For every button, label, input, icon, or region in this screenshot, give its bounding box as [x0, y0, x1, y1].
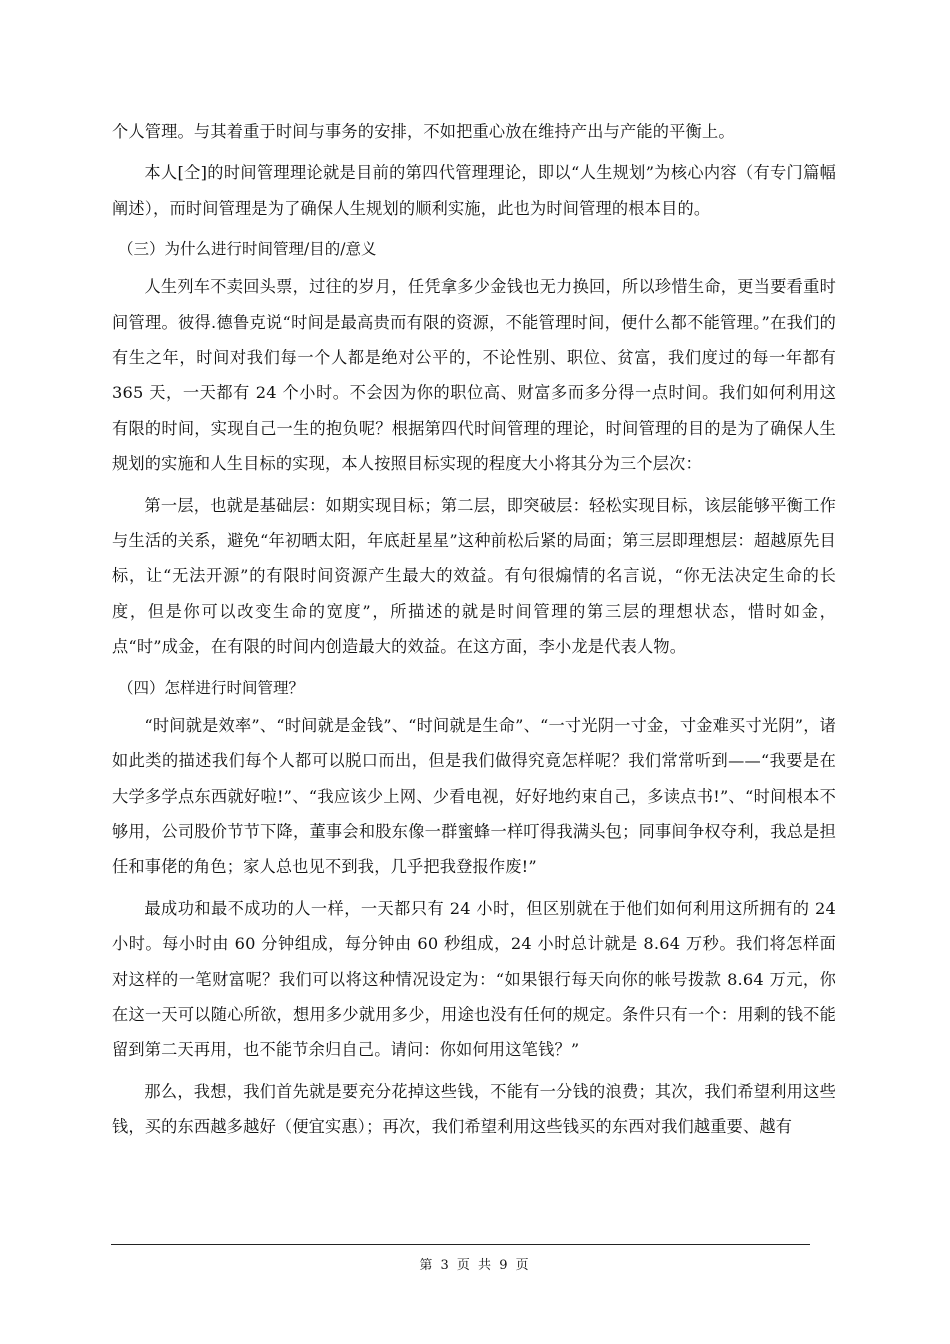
paragraph-continuation: 个人管理。与其着重于时间与事务的安排，不如把重心放在维持产出与产能的平衡上。: [112, 122, 735, 141]
page-body: [112, 114, 836, 1151]
paragraph-24-hours: 最成功和最不成功的人一样，一天都只有 24 小时，但区别就在于他们如何利用这所拥有的 24 小时。每小时由 60 分钟组成，每分钟由 60 秒组成，24 小时总计就是 8.64 万秒。我们将怎样面对这样的一笔财富呢？我们可以将这种情况设定为：“如果银行每天向你的帐号拨款 8.64 万元，你在这一天可以随心所欲，想用多少就用多少，用途也没有任何的规定。条件只有一个：用剩的钱不能留到第二天再用，也不能节余归自己。请问：你如何用这笔钱？”: [112, 898, 836, 1060]
paragraph-spending: 那么，我想，我们首先就是要充分花掉这些钱，不能有一分钱的浪费；其次，我们希望利用这些钱，买的东西越多越好（便宜实惠）；再次，我们希望利用这些钱买的东西对我们越重要、越有: [112, 1081, 836, 1137]
section-heading-4: （四）怎样进行时间管理？: [118, 678, 305, 697]
paragraph-purpose: 人生列车不卖回头票，过往的岁月，任凭拿多少金钱也无力换回，所以珍惜生命，更当要看重时间管理。彼得.德鲁克说“时间是最高贵而有限的资源，不能管理时间，便什么都不能管理。”在我们的有生之年，时间对我们每一个人都是绝对公平的，不论性别、职位、贫富，我们度过的每一年都有 365 天，一天都有 24 个小时。不会因为你的职位高、财富多而多分得一点时间。我们如何利用这有限的时间，实现自己一生的抱负呢？根据第四代时间管理的理论，时间管理的目的是为了确保人生规划的实施和人生目标的实现，本人按照目标实现的程度大小将其分为三个层次：: [112, 277, 836, 474]
section-heading-3: （三）为什么进行时间管理/目的/意义: [118, 240, 377, 259]
paragraph-theory: 本人[仝]的时间管理理论就是目前的第四代管理理论，即以“人生规划”为核心内容（有专门篇幅阐述），而时间管理是为了确保人生规划的顺利实施，此也为时间管理的根本目的。: [112, 163, 836, 218]
paragraph-quotes: “时间就是效率”、“时间就是金钱”、“时间就是生命”、“一寸光阴一寸金，寸金难买寸光阴”，诸如此类的描述我们每个人都可以脱口而出，但是我们做得究竟怎样呢？我们常常听到——“我要是在大学多学点东西就好啦!”、“我应该少上网、少看电视，好好地约束自己，多读点书!”、“时间根本不够用，公司股价节节下降，董事会和股东像一群蜜蜂一样叮得我满头包；同事间争权夺利，我总是担任和事佬的角色；家人总也见不到我，几乎把我登报作废!”: [112, 715, 836, 877]
paragraph-levels: 第一层，也就是基础层：如期实现目标；第二层，即突破层：轻松实现目标，该层能够平衡工作与生活的关系，避免“年初晒太阳，年底赶星星”这种前松后紧的局面；第三层即理想层：超越原先目标，让“无法开源”的有限时间资源产生最大的效益。有句很煽情的名言说，“你无法决定生命的长度，但是你可以改变生命的宽度”，所描述的就是时间管理的第三层的理想状态，惜时如金，点“时”成金，在有限的时间内创造最大的效益。在这方面，李小龙是代表人物。: [112, 495, 836, 657]
page-number: 第 3 页 共 9 页: [419, 1258, 531, 1273]
footer-divider: [111, 1244, 810, 1245]
